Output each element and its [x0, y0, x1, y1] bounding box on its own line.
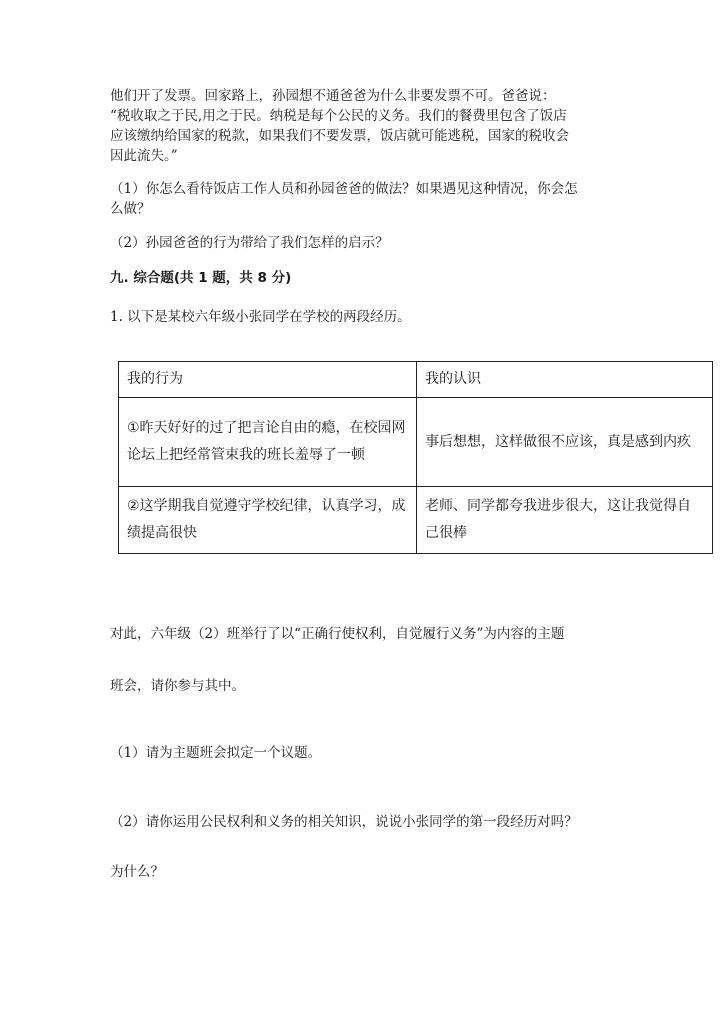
table-header-row	[119, 362, 713, 398]
sub-question-2-cont: 为什么？	[110, 864, 164, 880]
sub-question-1: （1）请为主题班会拟定一个议题。	[110, 745, 322, 761]
item-intro: 1. 以下是某校六年级小张同学在学校的两段经历。	[110, 309, 411, 325]
question-2: （2）孙园爸爸的行为带给了我们怎样的启示？	[110, 235, 389, 251]
story-line: 他们开了发票。回家路上，孙园想不通爸爸为什么非要发票不可。爸爸说：	[110, 88, 556, 104]
story-line: 因此流失。”	[110, 148, 178, 164]
section-title: 九. 综合题(共 1 题，共 8 分)	[110, 270, 292, 286]
after-text-cont: 班会，请你参与其中。	[110, 678, 245, 694]
after-text: 对此，六年级（2）班举行了以“正确行使权利，自觉履行义务”为内容的主题	[110, 626, 565, 642]
table-row	[119, 487, 713, 554]
question-1: （1）你怎么看待饭店工作人员和孙园爸爸的做法？如果遇见这种情况，你会怎	[110, 181, 578, 197]
cell-cognition: 老师、同学都夸我进步很大，这让我觉得自己很棒	[417, 487, 713, 554]
cell-behavior: ②这学期我自觉遵守学校纪律，认真学习，成绩提高很快	[119, 487, 417, 554]
table-row	[119, 398, 713, 487]
sub-question-2: （2）请你运用公民权利和义务的相关知识，说说小张同学的第一段经历对吗？	[110, 814, 578, 830]
experience-table	[118, 361, 713, 554]
cell-cognition: 事后想想，这样做很不应该，真是感到内疚	[417, 398, 713, 487]
story-line: “税收取之于民,用之于民。纳税是每个公民的义务。我们的餐费里包含了饭店	[110, 108, 567, 124]
header-behavior: 我的行为	[119, 362, 417, 398]
header-cognition: 我的认识	[417, 362, 713, 398]
story-line: 应该缴纳给国家的税款，如果我们不要发票，饭店就可能逃税，国家的税收会	[110, 128, 569, 144]
question-1-cont: 么做？	[110, 201, 151, 217]
cell-behavior: ①昨天好好的过了把言论自由的瘾，在校园网论坛上把经常管束我的班长羞辱了一顿	[119, 398, 417, 487]
